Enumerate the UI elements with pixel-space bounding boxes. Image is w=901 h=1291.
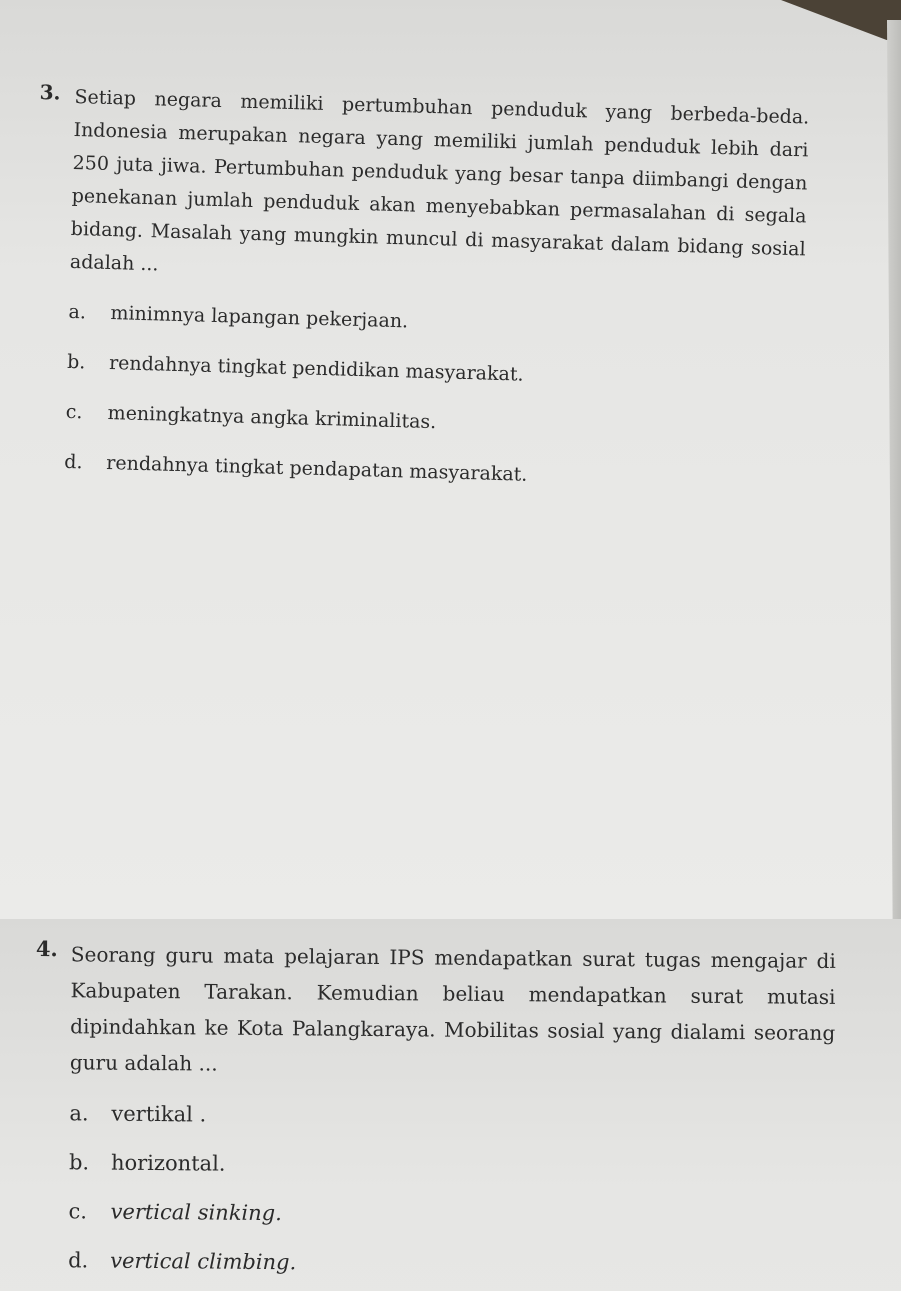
- option-text: vertikal .: [111, 1101, 207, 1126]
- option-letter: b.: [68, 1149, 90, 1174]
- option-c[interactable]: [68, 1186, 833, 1242]
- question-number: 4.: [35, 936, 58, 962]
- option-letter: d.: [68, 1247, 89, 1272]
- option-a[interactable]: [69, 1088, 834, 1144]
- option-letter: a.: [69, 1100, 89, 1125]
- question-stem: Setiap negara memiliki pertumbuhan penduduk yang berbeda-beda. Indonesia merupakan negara yang memiliki jumlah penduduk lebih dari 250 juta jiwa. Pertumbuhan penduduk yang besar tanpa diimbangi dengan penekanan jumlah penduduk akan menyebabkan permasalahan di segala bidang. Masalah yang mungkin muncul di masyarakat dalam bidang sosial adalah ...: [69, 85, 810, 276]
- option-d[interactable]: [68, 1235, 833, 1291]
- option-letter: b.: [66, 350, 86, 374]
- option-text: rendahnya tingkat pendapatan masyarakat.: [106, 452, 528, 486]
- option-letter: c.: [68, 1198, 88, 1223]
- question-3: [29, 80, 810, 507]
- question-stem: Seorang guru mata pelajaran IPS mendapatkan surat tugas mengajar di Kabupaten Tarakan. Kemudian beliau mendapatkan surat mutasi dipindahkan ke Kota Palangkaraya. Mobilitas sosial yang dialami seorang guru adalah ...: [69, 942, 836, 1076]
- option-letter: a.: [68, 300, 87, 324]
- option-letter: d.: [64, 450, 83, 474]
- option-text: minimnya lapangan pekerjaan.: [110, 302, 409, 333]
- option-text: meningkatnya angka kriminalitas.: [107, 402, 437, 434]
- options-list: [68, 1088, 835, 1291]
- options-list: [64, 287, 804, 507]
- option-text: horizontal.: [110, 1150, 226, 1176]
- option-b[interactable]: [69, 1137, 834, 1193]
- option-letter: c.: [65, 400, 83, 424]
- question-4: [33, 936, 836, 1291]
- option-text: vertical climbing.: [110, 1248, 297, 1274]
- option-text: rendahnya tingkat pendidikan masyarakat.: [108, 352, 524, 386]
- question-number: 3.: [39, 80, 61, 105]
- option-text: vertical sinking.: [110, 1199, 282, 1225]
